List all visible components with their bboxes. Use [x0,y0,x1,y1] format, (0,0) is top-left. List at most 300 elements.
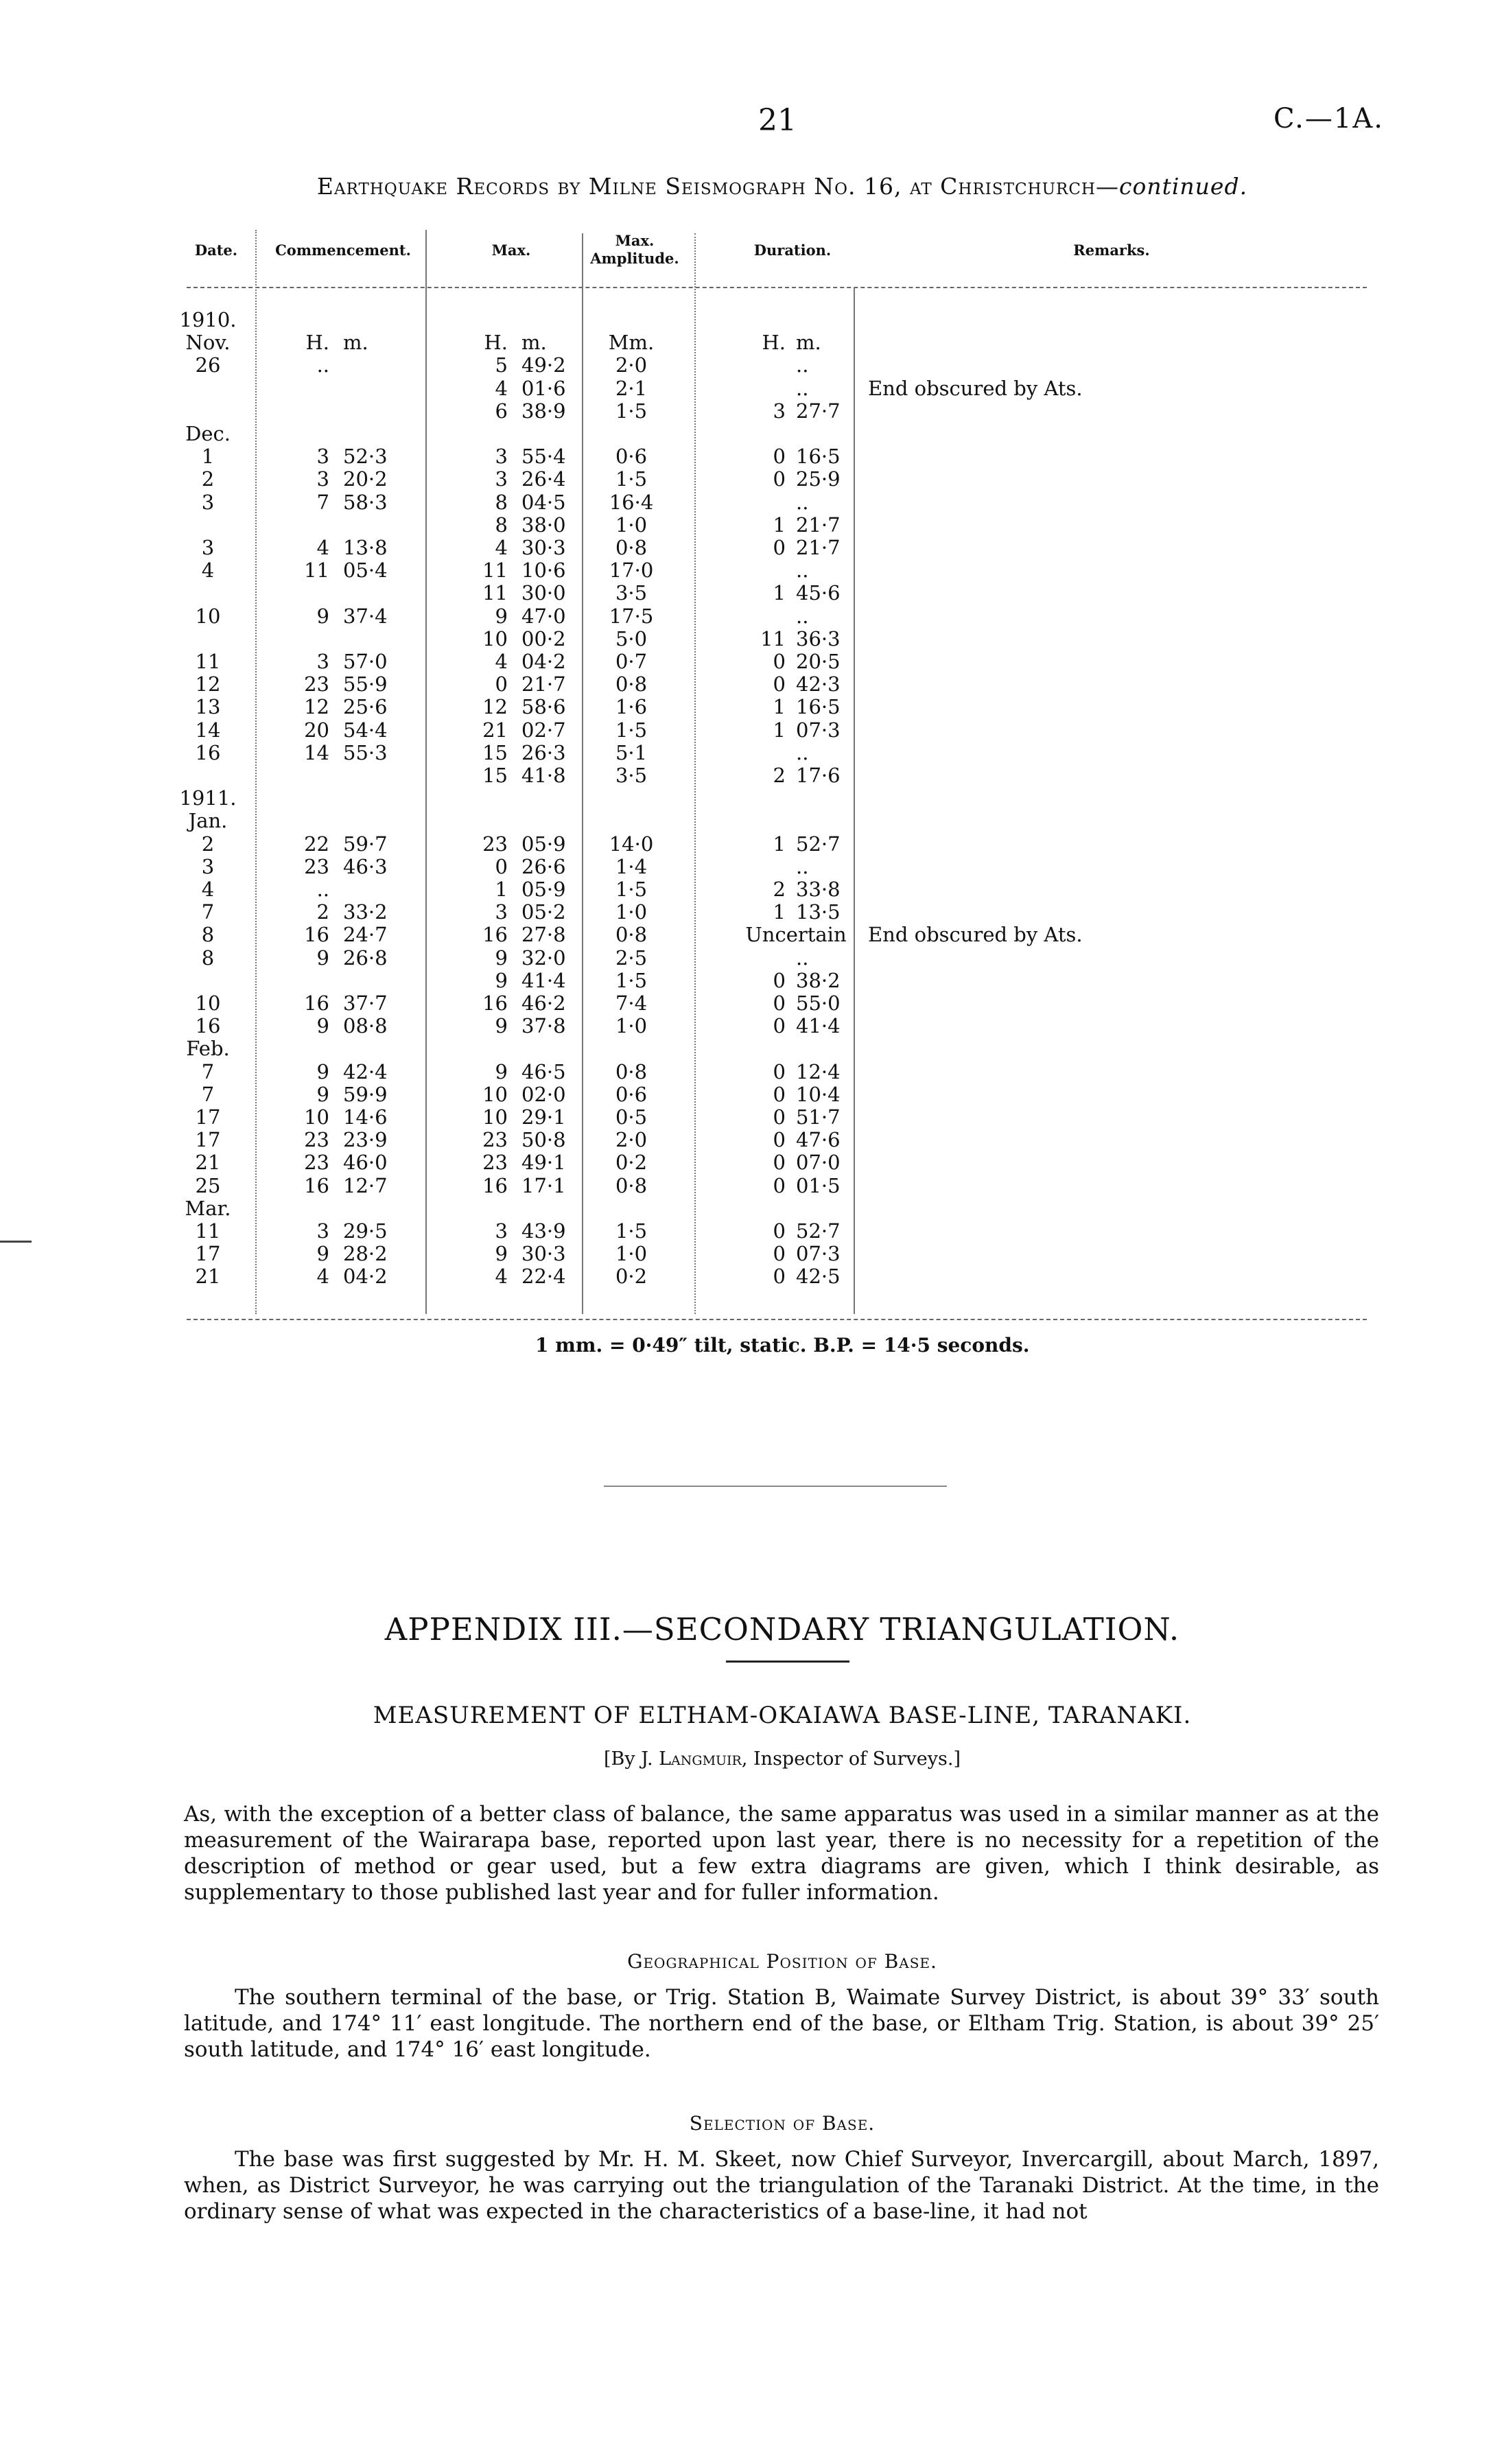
row-date: 3 [201,854,215,878]
table-title [261,173,1304,200]
duration-hours: 2 [773,764,786,787]
max-hours: 9 [495,1014,508,1038]
duration-hours: 0 [773,1219,786,1243]
author-suffix: , Inspector of Surveys.] [741,1748,961,1770]
max-amplitude: 1·0 [615,1014,648,1038]
max-amplitude: 0·6 [615,445,648,469]
max-minutes: 43·9 [521,1219,566,1243]
table-row [0,605,1491,628]
page-number: 21 [758,103,797,138]
max-minutes: 26·6 [521,854,566,878]
table-row [0,1037,1491,1060]
max-amplitude: 3·5 [615,581,648,605]
column-header-max: Max. [491,242,531,259]
commencement-minutes: 08·8 [343,1014,388,1038]
duration-minutes: .. [796,559,809,583]
row-date: 26 [195,353,221,377]
commencement-hours: 3 [316,445,329,469]
max-hours: 8 [495,490,508,514]
max-amplitude: 7·4 [615,992,648,1015]
table-row [0,309,1491,331]
commencement-hours: 10 [304,1105,329,1129]
row-date: 21 [195,1151,221,1175]
table-title-continued: continued. [1119,173,1248,200]
duration-minutes: 42·3 [796,672,841,696]
max-minutes: 22·4 [521,1265,566,1289]
table-row [0,901,1491,924]
row-date: 3 [201,490,215,514]
commencement-minutes: 13·8 [343,536,388,559]
commencement-hours: 23 [304,672,329,696]
commencement-hours: 23 [304,1128,329,1152]
max-amplitude: 14·0 [609,832,654,856]
duration-minutes: 47·6 [796,1128,841,1152]
row-date: 13 [195,695,221,719]
max-amplitude: 1·5 [615,399,648,423]
max-amplitude: 1·5 [615,467,648,491]
duration-minutes: 33·8 [796,878,841,901]
commencement-minutes: 42·4 [343,1059,388,1083]
table-row [0,1061,1491,1083]
max-minutes: 04·5 [521,490,566,514]
max-hours: H. [484,331,508,355]
row-date: 17 [195,1242,221,1266]
max-amplitude: 1·5 [615,878,648,901]
commencement-hours: 2 [316,900,329,924]
duration-hours: 0 [773,1173,786,1197]
table-row [0,742,1491,764]
max-amplitude: 0·6 [615,1082,648,1106]
row-date: Feb. [186,1037,230,1061]
document-code: C.—1A. [1273,103,1384,134]
commencement-minutes: 33·2 [343,900,388,924]
max-hours: 8 [495,513,508,537]
column-header-date: Date. [194,242,238,259]
duration-minutes: 21·7 [796,536,841,559]
max-minutes: 17·1 [521,1173,566,1197]
max-minutes: 02·0 [521,1082,566,1106]
row-date: 8 [201,946,215,970]
commencement-minutes: 55·3 [343,740,388,764]
duration-minutes: 42·5 [796,1265,841,1289]
duration-minutes: 01·5 [796,1173,841,1197]
table-title-main: Earthquake Records by Milne Seismograph No. 16, at Christchurch— [316,173,1119,200]
commencement-hours: 9 [316,1014,329,1038]
row-date: 16 [195,1014,221,1038]
max-hours: 3 [495,900,508,924]
row-date: 7 [201,1059,215,1083]
max-hours: 0 [495,672,508,696]
max-amplitude: 1·0 [615,900,648,924]
max-hours: 4 [495,536,508,559]
max-amplitude: 0·8 [615,536,648,559]
table-row [0,673,1491,696]
duration-minutes: 25·9 [796,467,841,491]
max-hours: 9 [495,1059,508,1083]
max-minutes: 26·3 [521,740,566,764]
duration-minutes: 07·3 [796,1242,841,1266]
max-minutes: 30·3 [521,536,566,559]
max-amplitude: 0·8 [615,672,648,696]
max-minutes: 38·0 [521,513,566,537]
duration-minutes: .. [796,604,809,628]
commencement-minutes: 26·8 [343,946,388,970]
commencement-minutes: 14·6 [343,1105,388,1129]
max-minutes: 29·1 [521,1105,566,1129]
duration-minutes: 55·0 [796,992,841,1015]
max-minutes: 05·9 [521,832,566,856]
table-row [0,1106,1491,1129]
duration-minutes: 07·0 [796,1151,841,1175]
heading-selection-of-base: Selection of Base. [689,2112,876,2135]
commencement-hours: 4 [316,1265,329,1289]
max-minutes: 30·0 [521,581,566,605]
max-hours: 15 [482,740,508,764]
commencement-minutes: 59·9 [343,1082,388,1106]
max-hours: 6 [495,399,508,423]
max-hours: 10 [482,626,508,650]
row-date: 25 [195,1173,221,1197]
max-amplitude: 0·8 [615,1173,648,1197]
commencement-hours: 23 [304,854,329,878]
commencement-hours: 16 [304,1173,329,1197]
commencement-hours: 11 [304,559,329,583]
max-hours: 10 [482,1105,508,1129]
duration-minutes: .. [796,376,809,400]
commencement-minutes: 05·4 [343,559,388,583]
max-minutes: 49·1 [521,1151,566,1175]
commencement-hours: 23 [304,1151,329,1175]
table-row [0,833,1491,856]
commencement-minutes: 37·4 [343,604,388,628]
commencement-hours: 16 [304,992,329,1015]
duration-hours: 0 [773,1014,786,1038]
duration-hours: 0 [773,1082,786,1106]
max-amplitude: 16·4 [609,490,654,514]
commencement-minutes: 23·9 [343,1128,388,1152]
duration-hours: 0 [773,445,786,469]
author-prefix: [By J. [604,1748,659,1770]
duration-minutes: 12·4 [796,1059,841,1083]
commencement-hours: 7 [316,490,329,514]
max-minutes: 46·2 [521,992,566,1015]
duration-minutes: 51·7 [796,1105,841,1129]
table-row [0,468,1491,491]
duration-hours: 0 [773,1105,786,1129]
duration-minutes: 16·5 [796,695,841,719]
max-minutes: 30·3 [521,1242,566,1266]
max-hours: 11 [482,581,508,605]
commencement-minutes: 46·3 [343,854,388,878]
commencement-hours: 12 [304,695,329,719]
table-row [0,377,1491,400]
duration-minutes: 41·4 [796,1014,841,1038]
table-row [0,514,1491,537]
max-hours: 23 [482,1151,508,1175]
table-bottom-rule [187,1319,1367,1320]
commencement-hours: 22 [304,832,329,856]
duration-hours: 3 [773,399,786,423]
row-date: 17 [195,1128,221,1152]
author-line [220,1748,1345,1770]
table-row [0,878,1491,901]
duration-minutes: .. [796,353,809,377]
column-header-amplitude-line1: Max. [615,232,655,249]
max-minutes: 04·2 [521,650,566,673]
max-amplitude: 3·5 [615,764,648,787]
max-hours: 16 [482,923,508,947]
max-hours: 1 [495,878,508,901]
max-hours: 9 [495,1242,508,1266]
row-date: 2 [201,832,215,856]
commencement-hours: 9 [316,1242,329,1266]
max-amplitude: 1·0 [615,1242,648,1266]
commencement-minutes: 58·3 [343,490,388,514]
table-row [0,331,1491,354]
commencement-hours: 20 [304,718,329,742]
commencement-minutes: 54·4 [343,718,388,742]
duration-hours: 0 [773,1059,786,1083]
row-date: Dec. [185,422,231,445]
commencement-hours: .. [316,878,329,901]
commencement-minutes: 57·0 [343,650,388,673]
table-row [0,559,1491,582]
max-amplitude: 1·5 [615,1219,648,1243]
max-amplitude: 2·5 [615,946,648,970]
table-row [0,992,1491,1015]
commencement-minutes: 59·7 [343,832,388,856]
table-row [0,354,1491,377]
row-date: 4 [201,878,215,901]
duration-minutes: 21·7 [796,513,841,537]
paragraph-geographical-position: The southern terminal of the base, or Trig. Station B, Waimate Survey District, is about 39° 33′ south latitude, and 174° 11′ east longitude. The northern end of the base, or Eltham Trig. Station, is about 39° 25′ south latitude, and 174° 16′ east longitude. [184,1985,1379,2062]
row-date: 3 [201,536,215,559]
duration-hours: 0 [773,968,786,992]
max-minutes: 47·0 [521,604,566,628]
row-date: 4 [201,559,215,583]
duration-minutes: .. [796,740,809,764]
table-row [0,970,1491,992]
max-hours: 12 [482,695,508,719]
row-date: 2 [201,467,215,491]
commencement-hours: 9 [316,946,329,970]
max-minutes: 32·0 [521,946,566,970]
commencement-minutes: 04·2 [343,1265,388,1289]
max-hours: 9 [495,968,508,992]
max-hours: 21 [482,718,508,742]
max-minutes: 02·7 [521,718,566,742]
table-row [0,810,1491,832]
max-hours: 16 [482,1173,508,1197]
table-row [0,947,1491,970]
max-hours: 3 [495,1219,508,1243]
max-hours: 16 [482,992,508,1015]
duration-hours: 1 [773,581,786,605]
table-row [0,491,1491,514]
max-amplitude: 0·2 [615,1151,648,1175]
duration-hours: 0 [773,1242,786,1266]
max-hours: 4 [495,1265,508,1289]
duration-hours: 0 [773,1151,786,1175]
table-row [0,764,1491,787]
table-row [0,1197,1491,1220]
table-row [0,423,1491,445]
table-row [0,650,1491,673]
commencement-minutes: 52·3 [343,445,388,469]
max-minutes: 38·9 [521,399,566,423]
heading-geographical-position: Geographical Position of Base. [627,1950,937,1973]
table-row [0,1083,1491,1106]
duration-minutes: 10·4 [796,1082,841,1106]
duration-hours: 0 [773,650,786,673]
max-amplitude: 0·2 [615,1265,648,1289]
table-row [0,582,1491,605]
table-row [0,537,1491,559]
commencement-hours: 4 [316,536,329,559]
duration-minutes: 07·3 [796,718,841,742]
row-date: 16 [195,740,221,764]
duration-hours: 0 [773,1265,786,1289]
duration-hours: 11 [760,626,786,650]
duration-minutes: .. [796,946,809,970]
max-minutes: 05·9 [521,878,566,901]
commencement-minutes: 55·9 [343,672,388,696]
max-amplitude: 5·0 [615,626,648,650]
commencement-hours: H. [305,331,329,355]
table-row [0,1129,1491,1151]
duration-hours: 1 [773,718,786,742]
max-amplitude: 2·0 [615,353,648,377]
row-date: Mar. [185,1196,231,1220]
margin-mark [0,1241,32,1243]
row-date: 21 [195,1265,221,1289]
max-amplitude: 17·5 [609,604,654,628]
row-date: 7 [201,1082,215,1106]
max-amplitude: 2·1 [615,376,648,400]
max-amplitude: 1·5 [615,968,648,992]
duration-minutes: 38·2 [796,968,841,992]
max-minutes: 55·4 [521,445,566,469]
max-minutes: 49·2 [521,353,566,377]
max-amplitude: 1·4 [615,854,648,878]
row-date: 14 [195,718,221,742]
table-row [0,924,1491,946]
max-amplitude: 1·5 [615,718,648,742]
column-header-amplitude [573,232,696,268]
duration-hours: 0 [773,672,786,696]
max-minutes: 01·6 [521,376,566,400]
row-date: 12 [195,672,221,696]
duration-minutes: 45·6 [796,581,841,605]
max-amplitude: 17·0 [609,559,654,583]
row-date: 1 [201,445,215,469]
max-minutes: 41·4 [521,968,566,992]
max-amplitude: 1·6 [615,695,648,719]
duration-minutes: 16·5 [796,445,841,469]
row-date: 7 [201,900,215,924]
commencement-minutes: 28·2 [343,1242,388,1266]
table-row [0,400,1491,423]
row-date: 11 [195,650,221,673]
duration-minutes: .. [796,854,809,878]
max-amplitude: 0·8 [615,1059,648,1083]
commencement-hours: 3 [316,1219,329,1243]
max-hours: 4 [495,376,508,400]
max-minutes: 21·7 [521,672,566,696]
max-amplitude: 1·0 [615,513,648,537]
duration-minutes: 36·3 [796,626,841,650]
duration-hours: 1 [773,900,786,924]
duration-hours: 1 [773,695,786,719]
table-row [0,445,1491,468]
max-amplitude: 5·1 [615,740,648,764]
duration-hours: 1 [773,832,786,856]
duration-minutes: .. [796,490,809,514]
commencement-hours: .. [316,353,329,377]
commencement-hours: 9 [316,1059,329,1083]
max-hours: 23 [482,1128,508,1152]
max-amplitude: 2·0 [615,1128,648,1152]
row-date: 10 [195,992,221,1015]
max-minutes: 50·8 [521,1128,566,1152]
duration-minutes: 20·5 [796,650,841,673]
table-row [0,628,1491,650]
table-footnote: 1 mm. = 0·49″ tilt, static. B.P. = 14·5 seconds. [535,1334,1030,1357]
table-row [0,1175,1491,1197]
table-row [0,1220,1491,1243]
max-minutes: 26·4 [521,467,566,491]
table-row [0,787,1491,810]
commencement-hours: 3 [316,467,329,491]
table-row [0,1151,1491,1174]
max-amplitude: 0·8 [615,923,648,947]
column-header-duration: Duration. [753,242,832,259]
row-date: 11 [195,1219,221,1243]
commencement-minutes: 37·7 [343,992,388,1015]
commencement-hours: 9 [316,604,329,628]
duration-minutes: 52·7 [796,832,841,856]
max-hours: 4 [495,650,508,673]
duration-hours: 0 [773,536,786,559]
paragraph-introduction: As, with the exception of a better class of balance, the same apparatus was used in a similar manner as at the measurement of the Wairarapa base, reported upon last year, there is no necessity for a repetition of the description of method or gear used, but a few extra diagrams are given, which I think desirable, as supplementary to those published last year and for fuller information. [184,1802,1379,1905]
author-name: Langmuir [659,1748,742,1770]
title-rule [726,1661,849,1663]
max-minutes: 37·8 [521,1014,566,1038]
commencement-minutes: 29·5 [343,1219,388,1243]
max-minutes: 00·2 [521,626,566,650]
section-separator [604,1486,947,1487]
max-minutes: m. [521,331,547,355]
table-row [0,696,1491,718]
max-hours: 15 [482,764,508,787]
table-row [0,719,1491,742]
max-amplitude: Mm. [608,331,655,355]
max-minutes: 05·2 [521,900,566,924]
duration-minutes: 27·7 [796,399,841,423]
max-minutes: 27·8 [521,923,566,947]
row-date: 1911. [179,786,237,810]
max-hours: 5 [495,353,508,377]
max-hours: 11 [482,559,508,583]
duration-minutes: 13·5 [796,900,841,924]
row-date: 10 [195,604,221,628]
duration-note: Uncertain [745,923,847,947]
duration-minutes: 17·6 [796,764,841,787]
commencement-hours: 3 [316,650,329,673]
commencement-minutes: 25·6 [343,695,388,719]
row-date: 17 [195,1105,221,1129]
max-minutes: 58·6 [521,695,566,719]
